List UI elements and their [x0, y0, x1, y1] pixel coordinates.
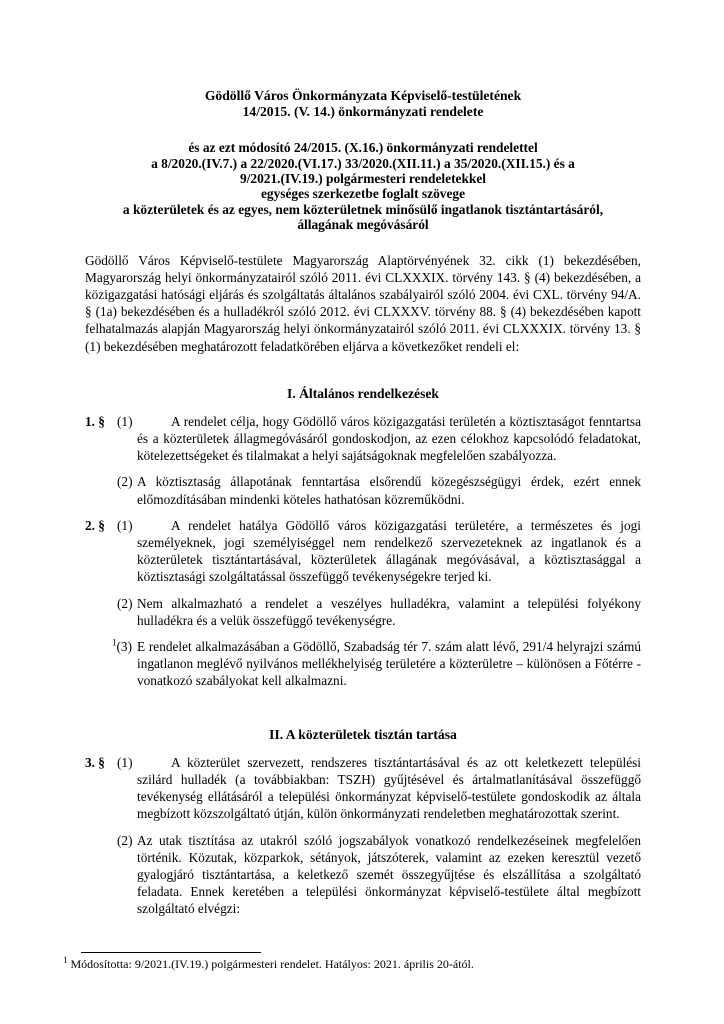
footnote-ref-1: 1 [112, 637, 117, 648]
footnote-text: Módosította: 9/2021.(IV.19.) polgármesteri rendelet. Hatályos: 2021. április 20-ától. [70, 957, 474, 971]
paragraph-number-text: (3) [116, 639, 133, 655]
paragraph-text: Nem alkalmazható a rendelet a veszélyes hulladékra, valamint a települési folyékony hulladékra és a velük összefüggő tevékenységre. [137, 595, 641, 628]
subtitle-line-2: a 8/2020.(IV.7.) a 22/2020.(VI.17.) 33/2020.(XII.11.) a 35/2020.(XII.15.) és a [151, 155, 575, 171]
article-label: 2. § [85, 517, 105, 533]
paragraph-3-2 [85, 832, 641, 918]
paragraph-number: (1) [117, 754, 133, 770]
paragraph-number: (1) [117, 413, 133, 429]
paragraph-2-2 [85, 595, 641, 629]
paragraph-number [112, 638, 132, 655]
paragraph-text: A rendelet hatálya Gödöllő város közigazgatási területére, a természetes és jogi személyeknek, jogi személyiséggel nem rendelkező szervezeteknek az ingatlanok és a közterületek tisztántartásával, közterületek állagának megóvásával, a köztisztasággal a köztisztasági szolgáltatással összefüggő tevékenységekre terjed ki. [137, 517, 641, 585]
subtitle-line-3: 9/2021.(IV.19.) polgármesteri rendeletekkel [239, 171, 487, 186]
title-line-2: 14/2015. (V. 14.) önkormányzati rendelete [242, 103, 484, 119]
preamble-paragraph: Gödöllő Város Képviselő-testülete Magyarország Alaptörvényének 32. cikk (1) bekezdésében, Magyarország helyi önkormányzatairól szóló 2011. évi CLXXXIX. törvény 143. § (4) bekezdésében, a közigazgatási hatósági eljárás és szolgáltatás általános szabályairól szóló 2004. évi CXL. törvény 94/A. § (1a) bekezdésében és a hulladékról szóló 2012. évi CLXXXV. törvény 88. § (4) bekezdésében kapott felhatalmazás alapján Magyarország helyi önkormányzatairól szóló 2011. évi CLXXXIX. törvény 13. § (1) bekezdésében meghatározott feladatkörében eljárva a következőket rendeli el: [85, 252, 641, 354]
paragraph-2-1 [85, 517, 641, 586]
paragraph-number: (1) [117, 517, 133, 533]
subtitle-line-6: állagának megóvásáról [297, 217, 429, 233]
footnote-line [63, 957, 623, 972]
paragraph-text: A rendelet célja, hogy Gödöllő város közigazgatási területén a köztisztaságot fenntartsa és a közterületek állagmegóvásáról gondoskodjon, az ezen célokhoz kapcsolódó feladatokat, kötelezettségeket és tilalmakat a helyi sajátságoknak megfelelően szabályozza. [137, 413, 641, 464]
article-label: 3. § [85, 754, 105, 770]
subtitle-line-5: a közterületek és az egyes, nem közterületnek minősülő ingatlanok tisztántartásáról, [122, 201, 604, 217]
paragraph-2-3 [85, 638, 641, 690]
footnote-separator [81, 952, 261, 953]
subtitle-line-1: és az ezt módosító 24/2015. (X.16.) önkormányzati rendelettel [188, 140, 538, 156]
footnote-marker: 1 [63, 955, 68, 965]
paragraph-number: (2) [117, 474, 133, 490]
section-heading-2: II. A közterületek tisztán tartása [269, 726, 457, 742]
paragraph-3-1 [85, 754, 641, 823]
document-content [85, 88, 641, 927]
article-label: 1. § [85, 413, 105, 429]
title-line-1: Gödöllő Város Önkormányzata Képviselő-testületének [204, 88, 522, 103]
paragraph-text: A közterület szervezett, rendszeres tisztántartásával és az ott keletkezett települési szilárd hulladék (a továbbiakban: TSZH) gyűjtésével és ártalmatlanításával összefüggő tevékenység ellátásáról a települési önkormányzat képviselő-testülete gondoskodik az általa megbízott közszolgáltató útján, külön önkormányzati rendeletben meghatározottak szerint. [137, 754, 641, 822]
paragraph-text: E rendelet alkalmazásában a Gödöllő, Szabadság tér 7. szám alatt lévő, 291/4 helyrajzi számú ingatlanon meglévő nyilvános mellékhelyiség területére a közterületre – különösen a Főtérre - vonatkozó szabályokat kell alkalmazni. [137, 639, 641, 689]
regulation-title [85, 88, 641, 119]
footnote-area [63, 952, 623, 972]
subtitle-line-4: egységes szerkezetbe foglalt szövege [260, 186, 466, 202]
paragraph-1-2 [85, 473, 641, 507]
paragraph-number: (2) [117, 595, 133, 611]
paragraph-text: Az utak tisztítása az utakról szóló jogszabályok vonatkozó rendelkezéseinek megfelelően történik. Közutak, közparkok, sétányok, játszóterek, valamint az ezeken keresztül vezető gyalogjáró tisztántartása, a keletkező szemét összegyűjtése és elszállítása a szolgáltató feladata. Ennek keretében a települési önkormányzat képviselő-testülete által megbízott szolgáltató elvégzi: [137, 832, 641, 917]
paragraph-1-1 [85, 413, 641, 465]
section-heading-1: I. Általános rendelkezések [287, 385, 439, 401]
paragraph-number: (2) [117, 832, 133, 848]
paragraph-text: A köztisztaság állapotának fenntartása elsőrendű közegészségügyi érdek, ezért ennek előmozdításában mindenki köteles hathatósan közreműködni. [137, 474, 641, 507]
regulation-subtitle [85, 140, 641, 232]
